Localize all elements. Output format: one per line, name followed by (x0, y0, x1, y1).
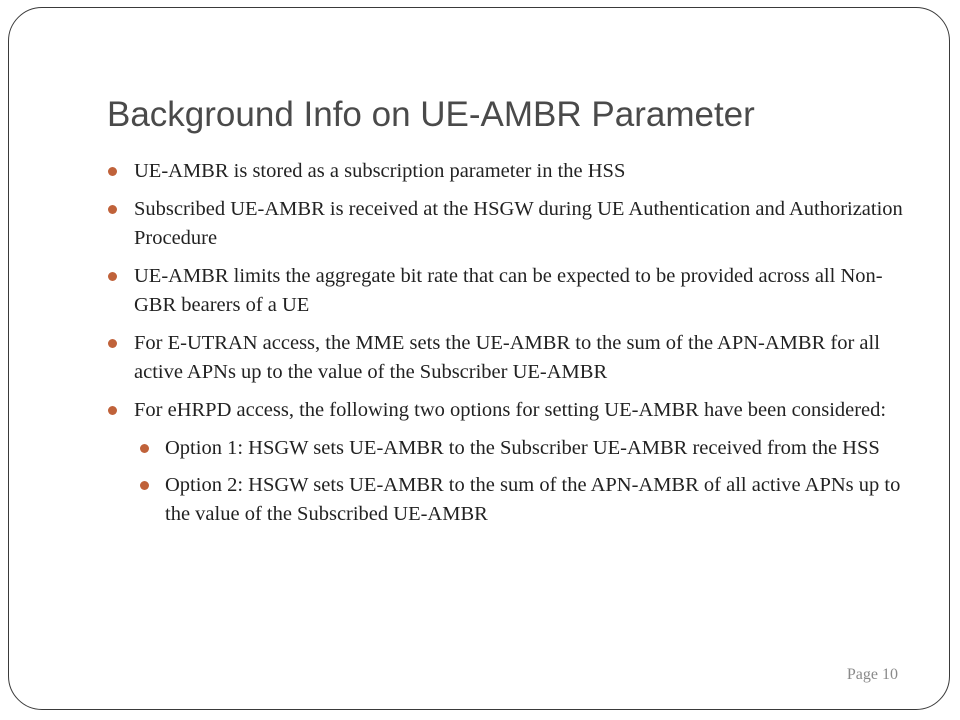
bullet-text: UE-AMBR is stored as a subscription parameter in the HSS (134, 160, 626, 182)
bullet-dot-icon (108, 205, 117, 214)
bullet-text: UE-AMBR limits the aggregate bit rate that can be expected to be provided across all Non-GBR bearers of a UE (134, 265, 883, 316)
bullet-item (108, 396, 908, 425)
bullet-dot-icon (140, 444, 149, 453)
bullet-dot-icon (108, 272, 117, 281)
bullet-dot-icon (108, 339, 117, 348)
slide-title: Background Info on UE-AMBR Parameter (107, 95, 755, 134)
bullet-item (108, 329, 908, 387)
bullet-dot-icon (108, 406, 117, 415)
bullet-dot-icon (140, 481, 149, 490)
bullet-text: Subscribed UE-AMBR is received at the HSGW during UE Authentication and Authorization Procedure (134, 198, 903, 249)
bullet-item (108, 262, 908, 320)
bullet-text: For E-UTRAN access, the MME sets the UE-AMBR to the sum of the APN-AMBR for all active APNs up to the value of the Subscriber UE-AMBR (134, 332, 880, 383)
bullet-list (108, 157, 908, 537)
bullet-item (108, 195, 908, 253)
bullet-item (108, 157, 908, 186)
sub-bullet-text: Option 2: HSGW sets UE-AMBR to the sum of the APN-AMBR of all active APNs up to the value of the Subscribed UE-AMBR (165, 474, 901, 525)
sub-bullet-item (108, 434, 908, 463)
page-number: Page 10 (846, 666, 898, 683)
sub-bullet-text: Option 1: HSGW sets UE-AMBR to the Subscriber UE-AMBR received from the HSS (165, 437, 880, 459)
sub-bullet-item (108, 471, 908, 529)
bullet-text: For eHRPD access, the following two options for setting UE-AMBR have been considered: (134, 399, 887, 421)
bullet-dot-icon (108, 167, 117, 176)
